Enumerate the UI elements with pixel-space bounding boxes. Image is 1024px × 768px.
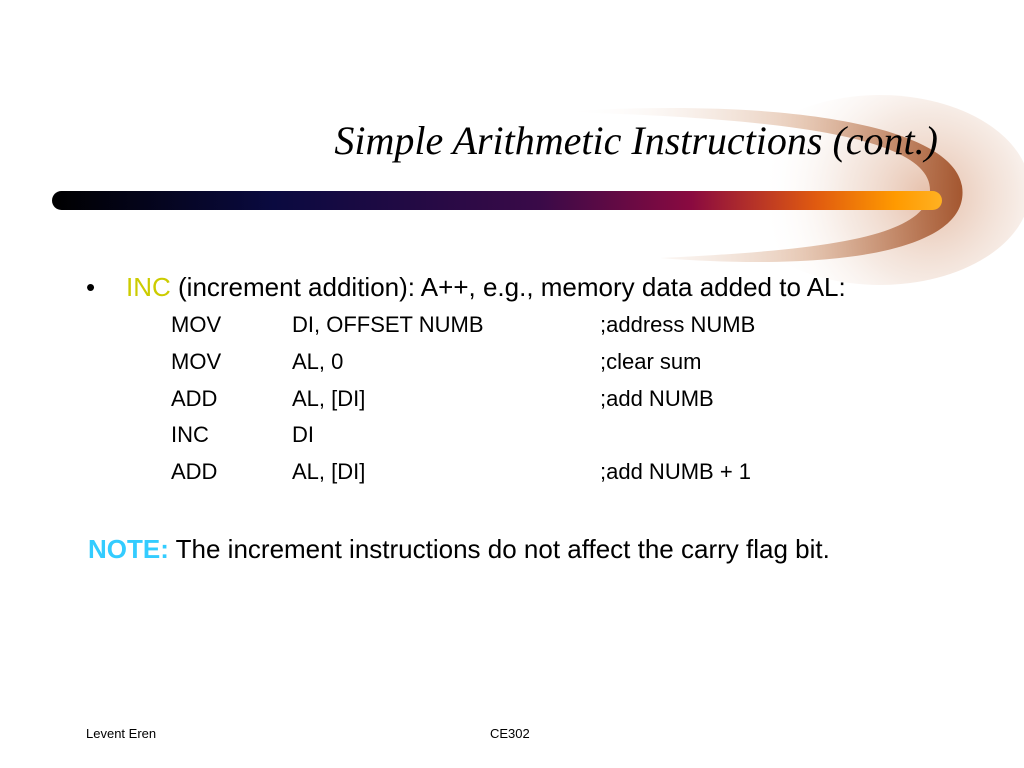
code-operands: DI bbox=[292, 422, 314, 448]
code-comment: ;clear sum bbox=[600, 348, 702, 374]
code-comment: ;add NUMB + 1 bbox=[600, 459, 752, 484]
code-opcode: MOV bbox=[171, 348, 222, 374]
bullet-marker: • bbox=[86, 272, 96, 302]
code-opcode: INC bbox=[171, 422, 209, 448]
code-operands: DI, OFFSET NUMB bbox=[292, 312, 484, 337]
code-operands: AL, [DI] bbox=[292, 385, 366, 411]
footer-course: CE302 bbox=[490, 726, 530, 741]
bullet-inc bbox=[86, 270, 846, 304]
note bbox=[88, 532, 830, 566]
note-label: NOTE: bbox=[88, 534, 169, 564]
note-text: The increment instructions do not affect the carry flag bit. bbox=[168, 534, 830, 564]
code-operands: AL, 0 bbox=[292, 348, 344, 374]
title-bar bbox=[52, 191, 942, 210]
footer-author: Levent Eren bbox=[86, 726, 157, 741]
code-opcode: ADD bbox=[171, 385, 218, 411]
code-operands: AL, [DI] bbox=[292, 459, 366, 484]
keyword-inc: INC bbox=[126, 272, 171, 302]
slide-title: Simple Arithmetic Instructions (cont.) bbox=[334, 118, 938, 163]
code-comment: ;address NUMB bbox=[600, 312, 756, 337]
code-opcode: MOV bbox=[171, 312, 222, 337]
code-opcode: ADD bbox=[171, 459, 218, 484]
code-comment: ;add NUMB bbox=[600, 385, 714, 411]
bullet-text: (increment addition): A++, e.g., memory data added to AL: bbox=[170, 272, 846, 302]
